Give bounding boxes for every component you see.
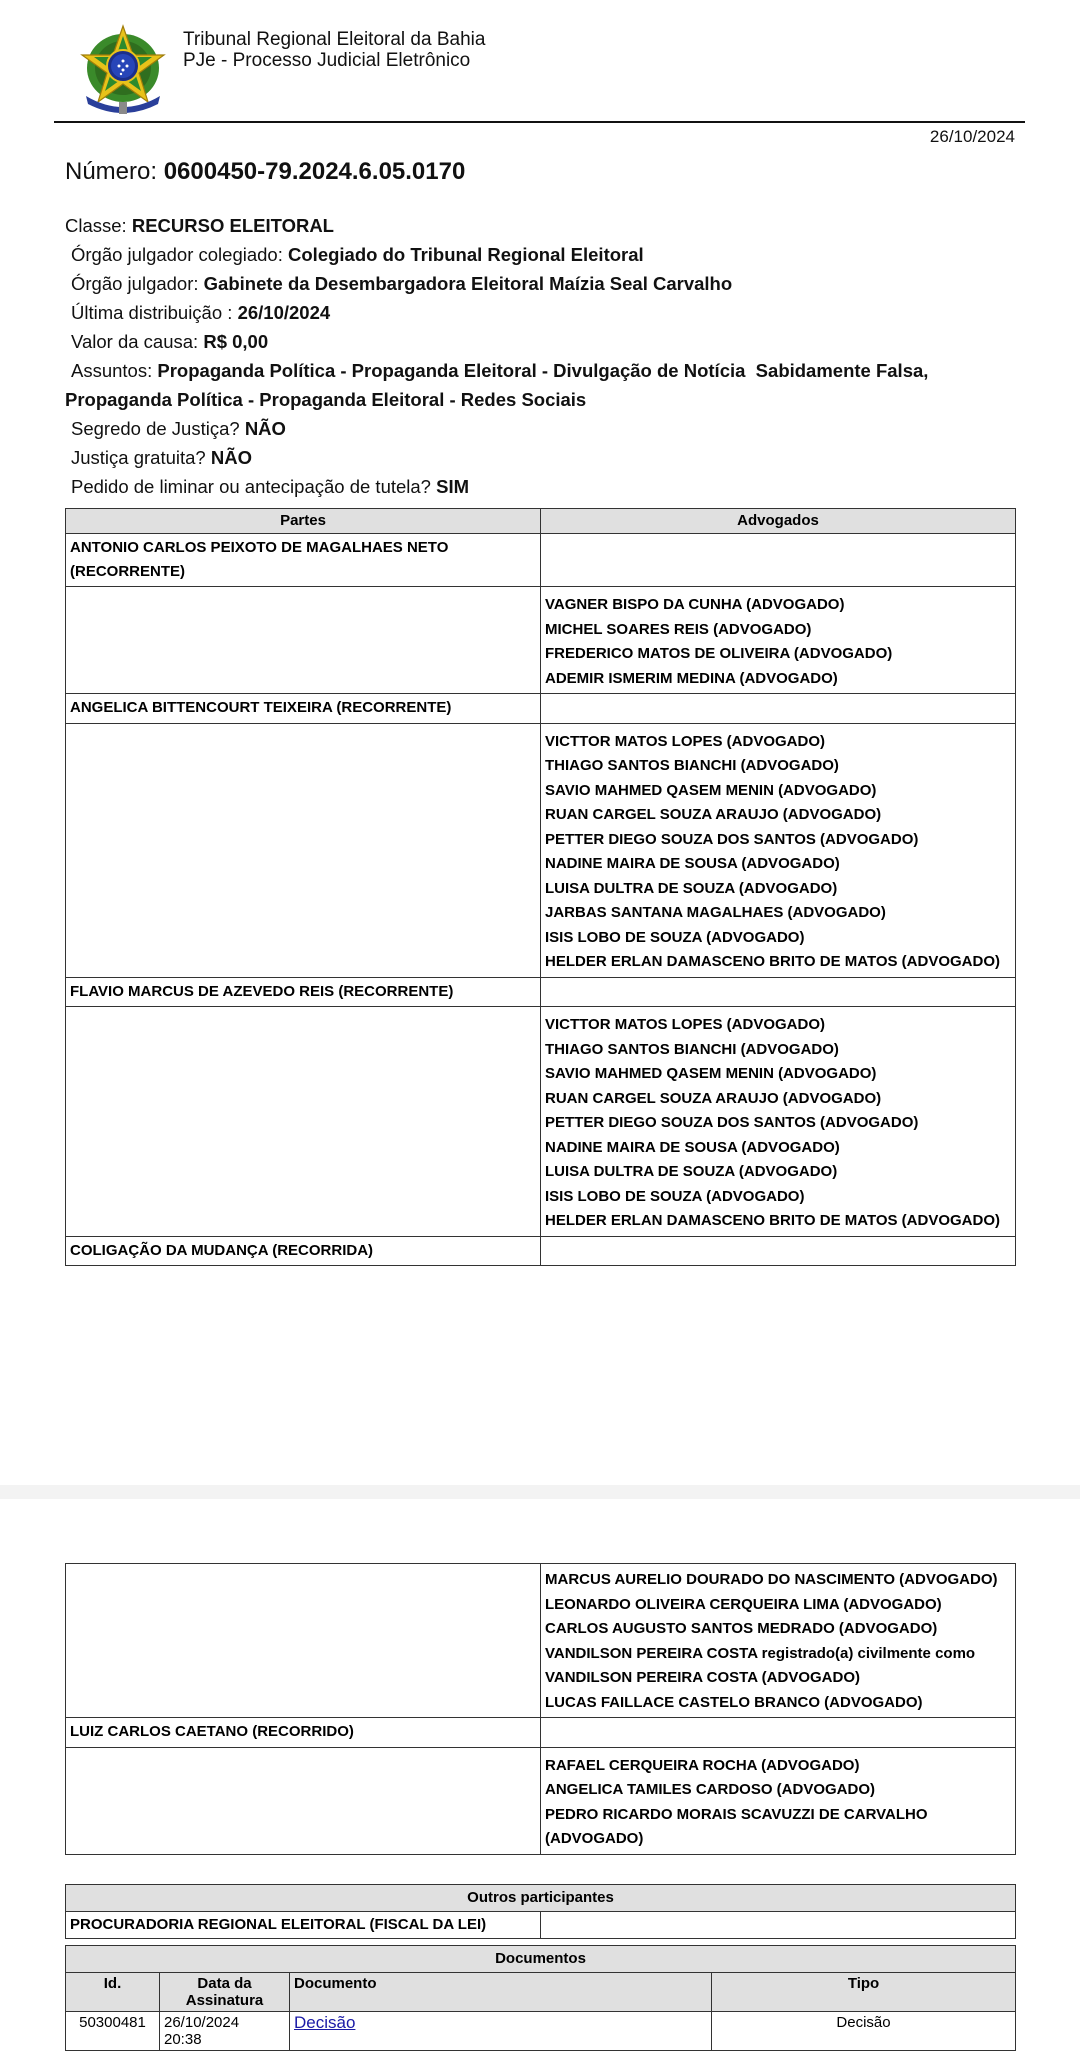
party-cell: LUIZ CARLOS CAETANO (RECORRIDO) [66,1718,541,1748]
lawyer-name: LUISA DULTRA DE SOUZA (ADVOGADO) [545,1163,838,1180]
document-id: 50300481 [66,2012,160,2051]
lawyer-name: HELDER ERLAN DAMASCENO BRITO DE MATOS (ADVOGADO) [545,953,1001,970]
table-row [66,1236,1016,1266]
process-number [65,158,465,186]
field-label: Órgão julgador colegiado: [71,244,289,265]
field-label: Classe: [65,215,132,236]
participant-cell-empty [541,1912,1016,1939]
field-value: 26/10/2024 [237,302,331,323]
document-type: Decisão [712,2012,1016,2051]
table-row [66,1912,1016,1939]
parties-header-row [66,509,1016,534]
document-date [160,2012,290,2051]
lawyer-name: ADEMIR ISMERIM MEDINA (ADVOGADO) [545,669,838,687]
col-type: Tipo [712,1973,1016,2012]
lawyers-cell [541,1747,1016,1854]
table-row [66,1718,1016,1748]
document-cell [290,2012,712,2051]
parties-table-continued [65,1563,1016,1855]
documents-title-row [66,1946,1016,1973]
process-number-value: 0600450-79.2024.6.05.0170 [163,158,466,185]
lawyers-cell [541,1564,1016,1718]
lawyer-name: NADINE MAIRA DE SOUSA (ADVOGADO) [545,855,840,872]
lawyer-name: ISIS LOBO DE SOUZA (ADVOGADO) [545,928,805,946]
party-cell-empty [66,1007,541,1237]
party-cell: ANTONIO CARLOS PEIXOTO DE MAGALHAES NETO (RECORRENTE) [66,534,541,587]
lawyer-name: SAVIO MAHMED QASEM MENIN (ADVOGADO) [545,781,877,799]
lawyer-name: LUISA DULTRA DE SOUZA (ADVOGADO) [545,879,838,897]
col-id: Id. [66,1973,160,2012]
documents-header-row [66,1973,1016,2012]
lawyer-cell-empty [541,977,1016,1007]
participant-cell: PROCURADORIA REGIONAL ELEITORAL (FISCAL DA LEI) [66,1912,541,1939]
lawyer-name: MICHEL SOARES REIS (ADVOGADO) [545,620,812,638]
documents-title: Documentos [66,1946,1016,1973]
party-cell-empty [66,1564,541,1718]
court-name: Tribunal Regional Eleitoral da Bahia [183,29,486,50]
header-divider [54,121,1025,123]
party-cell: ANGELICA BITTENCOURT TEIXEIRA (RECORRENTE) [66,694,541,724]
document-link[interactable]: Decisão [294,2013,356,2032]
lawyer-name: VICTTOR MATOS LOPES (ADVOGADO) [545,1016,826,1033]
field-classe [65,211,1025,240]
lawyers-cell [541,587,1016,694]
document-date-time: 20:38 [164,2031,202,2048]
page-break [0,1485,1080,1499]
other-participants-table [65,1884,1016,1939]
document-date-day: 26/10/2024 [164,2014,240,2031]
field-assuntos-cont [65,385,1025,414]
field-value: NÃO [244,418,286,439]
field-assuntos [65,356,1025,385]
field-value: SIM [436,476,470,497]
lawyer-name: VANDILSON PEREIRA COSTA registrado(a) civilmente como VANDILSON PEREIRA COSTA (ADVOGADO) [545,1644,976,1686]
field-label: Valor da causa: [71,331,204,352]
table-row [66,534,1016,587]
process-number-label: Número: [65,158,158,185]
field-liminar [65,472,1025,501]
field-value: Colegiado do Tribunal Regional Eleitoral [288,244,644,265]
field-label: Órgão julgador: [71,273,204,294]
field-segredo [65,414,1025,443]
other-participants-header-row [66,1885,1016,1912]
field-label: Justiça gratuita? [71,447,211,468]
header-titles [183,29,485,71]
coat-of-arms-logo [78,22,168,118]
lawyer-name: NADINE MAIRA DE SOUSA (ADVOGADO) [545,1138,840,1156]
print-date: 26/10/2024 [929,127,1015,146]
system-name: PJe - Processo Judicial Eletrônico [183,50,471,71]
party-cell: COLIGAÇÃO DA MUDANÇA (RECORRIDA) [66,1236,541,1266]
party-cell-empty [66,587,541,694]
lawyer-name: THIAGO SANTOS BIANCHI (ADVOGADO) [545,757,839,774]
parties-table [65,508,1016,1266]
field-orgao-julgador [65,269,1025,298]
lawyer-name: PEDRO RICARDO MORAIS SCAVUZZI DE CARVALHO (ADVOGADO) [545,1805,928,1847]
field-value: RECURSO ELEITORAL [131,215,334,236]
lawyers-cell [541,1007,1016,1237]
field-value: NÃO [210,447,252,468]
lawyer-cell-empty [541,534,1016,587]
lawyer-name: FREDERICO MATOS DE OLIVEIRA (ADVOGADO) [545,645,893,662]
lawyer-name: PETTER DIEGO SOUZA DOS SANTOS (ADVOGADO) [545,830,919,848]
lawyer-name: JARBAS SANTANA MAGALHAES (ADVOGADO) [545,904,886,921]
lawyer-name: RUAN CARGEL SOUZA ARAUJO (ADVOGADO) [545,806,882,823]
advogados-header: Advogados [541,509,1016,534]
lawyer-name: VICTTOR MATOS LOPES (ADVOGADO) [545,732,826,750]
party-cell-empty [66,1747,541,1854]
field-ultima-distribuicao [65,298,1025,327]
lawyer-name: RUAN CARGEL SOUZA ARAUJO (ADVOGADO) [545,1089,882,1107]
lawyer-name: CARLOS AUGUSTO SANTOS MEDRADO (ADVOGADO) [545,1620,938,1637]
lawyers-cell [541,723,1016,977]
lawyer-name: RAFAEL CERQUEIRA ROCHA (ADVOGADO) [545,1756,860,1774]
lawyer-cell-empty [541,1236,1016,1266]
lawyer-name: PETTER DIEGO SOUZA DOS SANTOS (ADVOGADO) [545,1114,919,1131]
field-justica-gratuita [65,443,1025,472]
field-orgao-colegiado [65,240,1025,269]
table-row [66,587,1016,694]
lawyer-name: ISIS LOBO DE SOUZA (ADVOGADO) [545,1187,805,1205]
document-page-2 [0,1499,1080,2067]
lawyer-name: THIAGO SANTOS BIANCHI (ADVOGADO) [545,1040,839,1058]
field-label: Segredo de Justiça? [71,418,245,439]
lawyer-cell-empty [541,694,1016,724]
field-label: Pedido de liminar ou antecipação de tutela? [71,476,437,497]
table-row [66,1747,1016,1854]
table-row [66,723,1016,977]
lawyer-name: VAGNER BISPO DA CUNHA (ADVOGADO) [545,596,845,613]
field-value: Propaganda Política - Propaganda Eleitoral - Divulgação de Notícia Sabidamente Falsa, [157,360,929,381]
party-cell-empty [66,723,541,977]
table-row [66,1564,1016,1718]
partes-header: Partes [66,509,541,534]
table-row [66,1007,1016,1237]
field-value: R$ 0,00 [203,331,269,352]
field-value: Gabinete da Desembargadora Eleitoral Maízia Seal Carvalho [203,273,733,294]
lawyer-name: LUCAS FAILLACE CASTELO BRANCO (ADVOGADO) [545,1693,923,1711]
lawyer-name: MARCUS AURELIO DOURADO DO NASCIMENTO (ADVOGADO) [545,1571,998,1588]
table-row [66,977,1016,1007]
process-info [65,211,1025,501]
lawyer-name: ANGELICA TAMILES CARDOSO (ADVOGADO) [545,1781,875,1798]
col-document: Documento [290,1973,712,2012]
lawyer-name: HELDER ERLAN DAMASCENO BRITO DE MATOS (ADVOGADO) [545,1212,1001,1229]
field-value: Propaganda Política - Propaganda Eleitoral - Redes Sociais [65,389,587,410]
other-participants-title: Outros participantes [66,1885,1016,1912]
field-label: Assuntos: [71,360,158,381]
lawyer-cell-empty [541,1718,1016,1748]
table-row [66,694,1016,724]
lawyer-name: SAVIO MAHMED QASEM MENIN (ADVOGADO) [545,1065,877,1082]
documents-table [65,1945,1016,2051]
lawyer-name: LEONARDO OLIVEIRA CERQUEIRA LIMA (ADVOGADO) [545,1595,942,1613]
col-date: Data da Assinatura [160,1973,290,2012]
field-label: Última distribuição : [71,302,238,323]
document-row [66,2012,1016,2051]
party-cell: FLAVIO MARCUS DE AZEVEDO REIS (RECORRENTE) [66,977,541,1007]
field-valor-causa [65,327,1025,356]
